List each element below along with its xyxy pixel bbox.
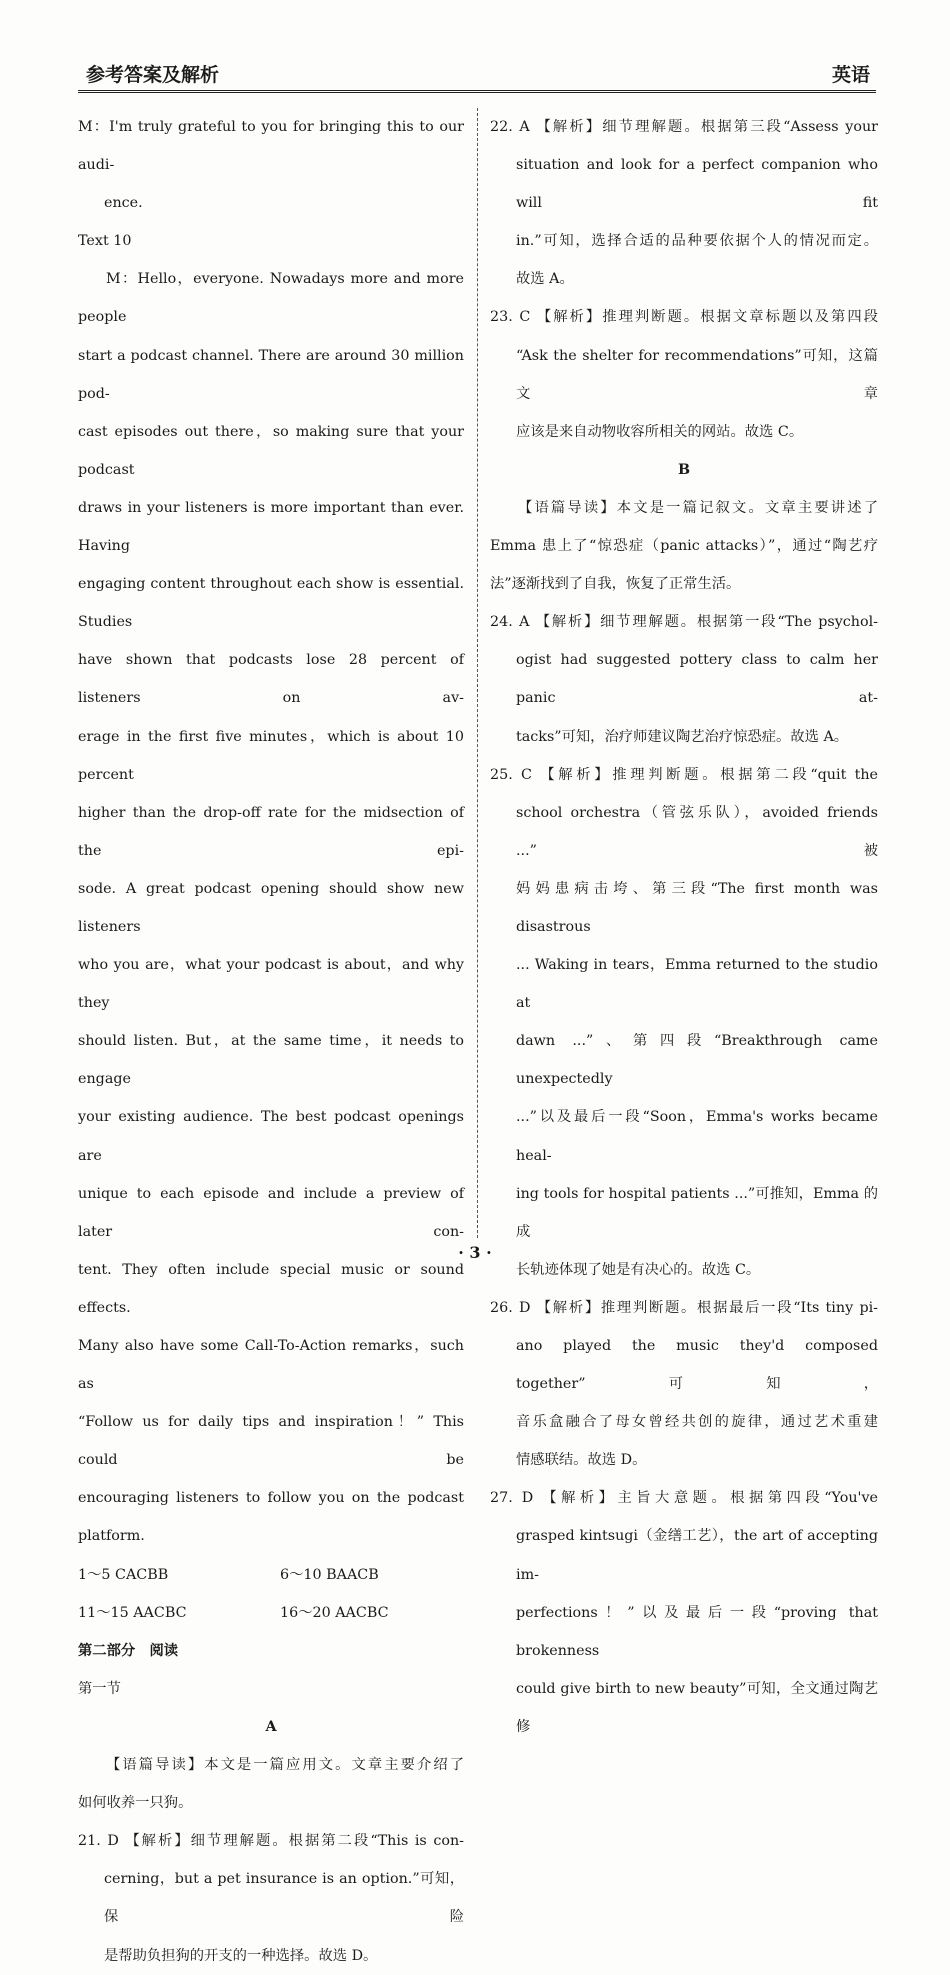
answer-group: 6～10 BAACB — [280, 1566, 379, 1583]
answer-explanation: 21. D 【解析】细节理解题。根据第二段“This is con- — [78, 1833, 464, 1850]
answer-explanation: school orchestra（管弦乐队），avoided friends ...”被 — [516, 804, 878, 859]
transcript-line: Many also have some Call-To-Action remarks，such as — [78, 1338, 464, 1393]
passage-label: B — [677, 461, 691, 478]
transcript-line: should listen. But，at the same time，it needs to engage — [78, 1033, 464, 1088]
answer-explanation: perfections！”以及最后一段“proving that brokenness — [516, 1604, 878, 1659]
transcript-line: cast episodes out there，so making sure that your podcast — [78, 423, 464, 478]
passage-intro: 法”逐渐找到了自我，恢复了正常生活。 — [490, 576, 741, 593]
answer-explanation: ogist had suggested pottery class to calm her panic at- — [516, 652, 878, 707]
answer-explanation: 故选 A。 — [516, 271, 574, 288]
answer-explanation: 妈妈患病击垮、第三段“The first month was disastrous — [516, 880, 878, 935]
answer-explanation: ...”以及最后一段“Soon，Emma's works became heal- — [516, 1109, 878, 1164]
answer-explanation: 25. C 【解析】推理判断题。根据第二段“quit the — [490, 766, 878, 783]
header-subject: 英语 — [831, 64, 870, 86]
answer-explanation: tacks”可知，治疗师建议陶艺治疗惊恐症。故选 A。 — [516, 728, 849, 745]
transcript-line: have shown that podcasts lose 28 percent of listeners on av- — [78, 652, 464, 707]
passage-intro: 【语篇导读】本文是一篇应用文。文章主要介绍了 — [106, 1757, 464, 1774]
answer-explanation: 24. A 【解析】细节理解题。根据第一段“The psychol- — [490, 614, 878, 631]
answer-explanation: in.”可知，选择合适的品种要依据个人的情况而定。 — [516, 233, 878, 250]
answer-explanation: 23. C 【解析】推理判断题。根据文章标题以及第四段 — [490, 309, 878, 326]
right-column — [490, 108, 878, 1746]
answer-explanation: 长轨迹体现了她是有决心的。故选 C。 — [516, 1261, 761, 1278]
transcript-line: who you are，what your podcast is about，and why they — [78, 957, 464, 1012]
answer-explanation: 27. D 【解析】主旨大意题。根据第四段“You've — [490, 1490, 878, 1507]
passage-intro: Emma 患上了“惊恐症（panic attacks）”，通过“陶艺疗 — [490, 538, 878, 555]
answer-explanation: 应该是来自动物收容所相关的网站。故选 C。 — [516, 423, 804, 440]
answer-explanation: ... Waking in tears，Emma returned to the studio at — [516, 957, 878, 1012]
answer-explanation: 情感联结。故选 D。 — [516, 1452, 647, 1469]
transcript-line: engaging content throughout each show is essential. Studies — [78, 576, 464, 631]
transcript-line: start a podcast channel. There are around 30 million pod- — [78, 347, 464, 402]
header-title: 参考答案及解析 — [86, 64, 220, 86]
page-number: · 3 · — [458, 1243, 492, 1262]
transcript-line: draws in your listeners is more important than ever. Having — [78, 499, 464, 555]
answer-explanation: “Ask the shelter for recommendations”可知，这篇文章 — [516, 347, 878, 402]
part-title: 第二部分 阅读 — [78, 1642, 179, 1659]
answer-explanation: 是帮助负担狗的开支的一种选择。故选 D。 — [104, 1947, 378, 1964]
answer-explanation: ano played the music they'd composed together”可知， — [516, 1338, 878, 1393]
answer-explanation: ing tools for hospital patients ...”可推知，Emma 的成 — [516, 1185, 878, 1240]
answer-explanation: 26. D 【解析】推理判断题。根据最后一段“Its tiny pi- — [490, 1299, 878, 1316]
transcript-line: unique to each episode and include a preview of later con- — [78, 1185, 464, 1240]
passage-intro: 如何收养一只狗。 — [78, 1795, 193, 1812]
column-divider — [477, 108, 478, 1238]
transcript-line: M：Hello，everyone. Nowadays more and more people — [78, 271, 464, 326]
passage-label: A — [265, 1718, 277, 1735]
answer-group: 11～15 AACBC — [78, 1604, 187, 1621]
transcript-line: tent. They often include special music or sound effects. — [78, 1261, 464, 1316]
answer-explanation: situation and look for a perfect companion who will fit — [516, 157, 878, 212]
transcript-line: encouraging listeners to follow you on the podcast platform. — [78, 1490, 464, 1545]
passage-intro: 【语篇导读】本文是一篇记叙文。文章主要讲述了 — [518, 499, 878, 516]
answer-explanation: 22. A 【解析】细节理解题。根据第三段“Assess your — [490, 119, 878, 135]
answer-explanation: could give birth to new beauty”可知，全文通过陶艺修 — [516, 1680, 878, 1735]
answer-row — [78, 1594, 464, 1632]
answer-explanation: dawn ...”、第四段“Breakthrough came unexpectedly — [516, 1033, 878, 1088]
section-title: 第一节 — [78, 1680, 121, 1697]
answer-explanation: grasped kintsugi（金缮工艺），the art of accepting im- — [516, 1528, 878, 1583]
answer-group: 1～5 CACBB — [78, 1566, 169, 1583]
transcript-line: erage in the first five minutes，which is about 10 percent — [78, 728, 464, 783]
transcript-line: your existing audience. The best podcast openings are — [78, 1109, 464, 1164]
transcript-line: sode. A great podcast opening should show new listeners — [78, 880, 464, 935]
transcript-line: “Follow us for daily tips and inspiration！” This could be — [78, 1414, 464, 1469]
dialogue-line: M：I'm truly grateful to you for bringing this to our audi- — [78, 119, 464, 174]
text-title: Text 10 — [78, 233, 132, 250]
transcript-line: higher than the drop-off rate for the midsection of the epi- — [78, 804, 464, 859]
answer-explanation: cerning，but a pet insurance is an option.”可知，保险 — [104, 1871, 464, 1926]
answer-group: 16～20 AACBC — [280, 1604, 389, 1621]
page-header — [78, 56, 876, 93]
answer-row — [78, 1556, 464, 1594]
answer-explanation: 音乐盒融合了母女曾经共创的旋律，通过艺术重建 — [516, 1414, 878, 1431]
left-column — [78, 108, 464, 1975]
dialogue-line: ence. — [104, 195, 143, 212]
